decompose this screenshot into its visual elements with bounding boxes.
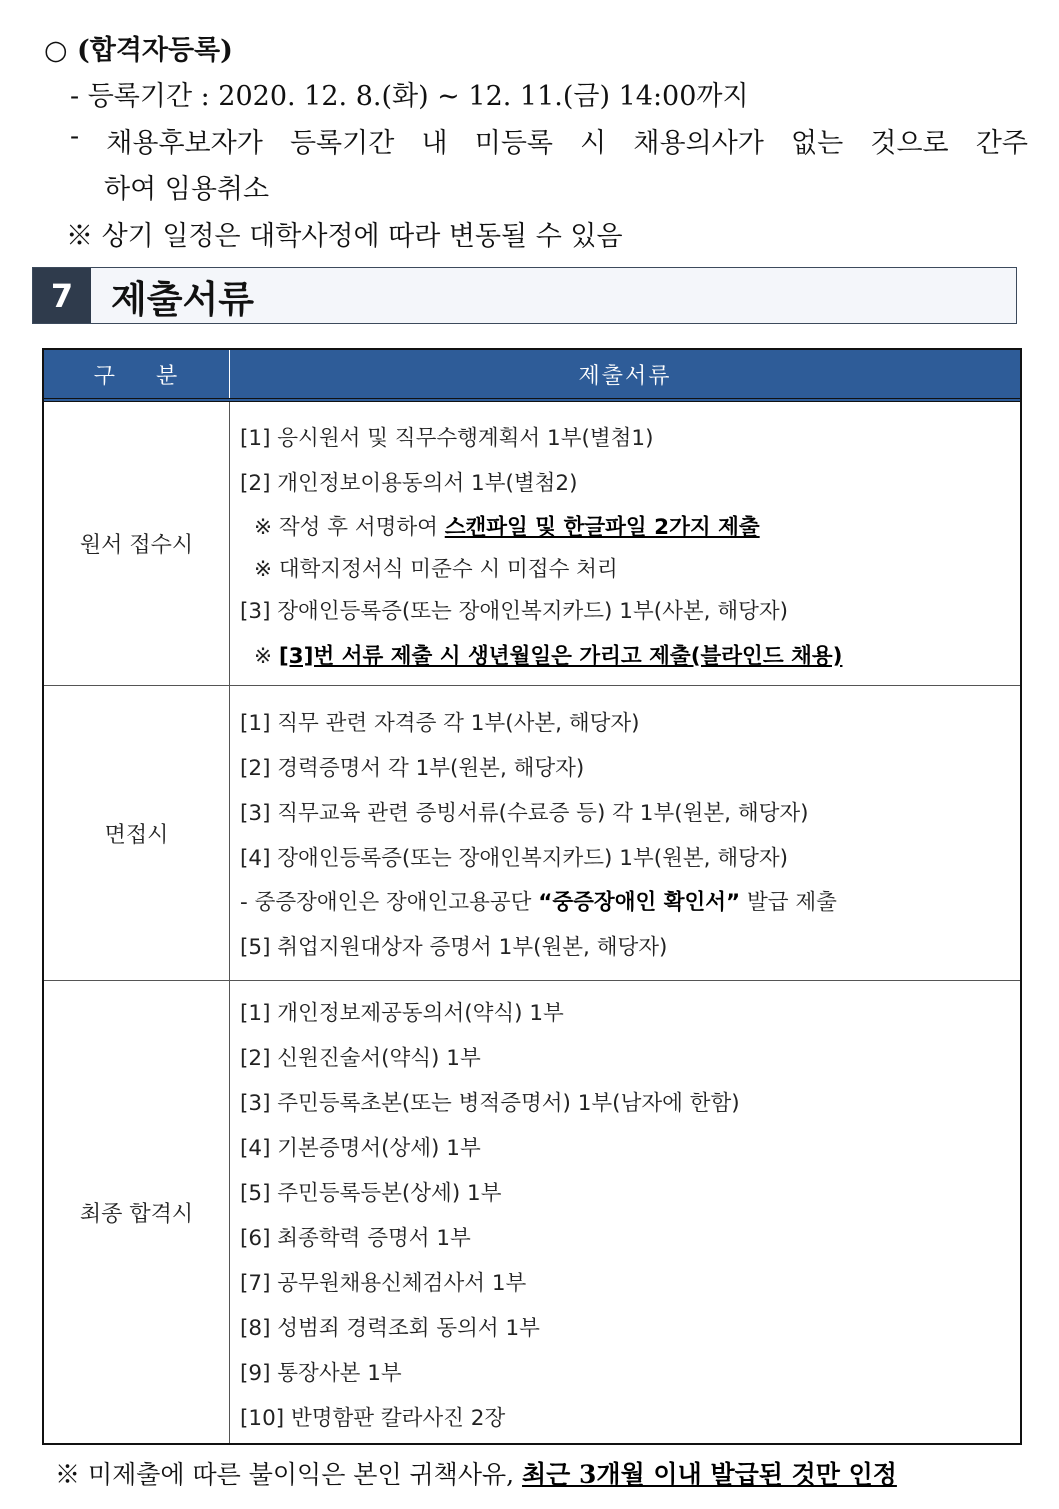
list-item: [2] 신원진술서(약식) 1부 (240, 1046, 481, 1071)
list-item: [8] 성범죄 경력조회 동의서 1부 (240, 1316, 540, 1341)
note-text: ※ (254, 644, 279, 669)
note-text: - 중증장애인은 장애인고용공단 (240, 890, 539, 915)
list-item: [7] 공무원채용신체검사서 1부 (240, 1271, 527, 1296)
list-item: [5] 취업지원대상자 증명서 1부(원본, 해당자) (240, 935, 668, 960)
list-item: [3] 주민등록초본(또는 병적증명서) 1부(남자에 한함) (240, 1091, 740, 1116)
registration-title: ○ (합격자등록) (44, 35, 233, 66)
list-note (254, 639, 842, 670)
section-title: 제출서류 (111, 277, 254, 321)
notice-word: 미등록 (474, 128, 553, 159)
list-item: [10] 반명함판 칼라사진 2장 (240, 1406, 506, 1431)
list-item: [6] 최종학력 증명서 1부 (240, 1226, 471, 1251)
list-item: [1] 응시원서 및 직무수행계획서 1부(별첨1) (240, 426, 654, 451)
note-text: 발급 제출 (740, 890, 837, 915)
header-category-label: 구 분 (93, 363, 180, 389)
list-item: [3] 장애인등록증(또는 장애인복지카드) 1부(사본, 해당자) (240, 599, 789, 624)
header-category (44, 350, 230, 398)
section-header (32, 267, 1017, 324)
schedule-note: ※ 상기 일정은 대학사정에 따라 변동될 수 있음 (66, 221, 623, 252)
registration-notice-line2: 하여 임용취소 (104, 174, 270, 205)
registration-period: - 등록기간 : 2020. 12. 8.(화) ~ 12. 11.(금) 14:00까지 (70, 81, 749, 112)
list-item: [5] 주민등록등본(상세) 1부 (240, 1181, 502, 1206)
list-item: [1] 개인정보제공동의서(약식) 1부 (240, 1001, 564, 1026)
section-number: 7 (33, 268, 91, 323)
list-item: [2] 개인정보이용동의서 1부(별첨2) (240, 471, 578, 496)
category-interview: 면접시 (44, 686, 230, 980)
notice-word: 없는 (791, 128, 844, 159)
notice-word: 시 (580, 128, 607, 159)
notice-word: - (70, 121, 80, 152)
notice-word: 간주 (975, 128, 1028, 159)
list-note (240, 885, 837, 916)
list-item: [9] 통장사본 1부 (240, 1361, 402, 1386)
list-item: [4] 기본증명서(상세) 1부 (240, 1136, 481, 1161)
table-row-application (44, 402, 1020, 686)
note-emphasis: [3]번 서류 제출 시 생년월일은 가리고 제출(블라인드 채용) (278, 644, 843, 669)
category-final: 최종 합격시 (44, 981, 230, 1443)
footer-note (55, 1455, 897, 1491)
list-note (254, 510, 760, 541)
list-note: ※ 대학지정서식 미준수 시 미접수 처리 (254, 557, 618, 582)
registration-notice-line1 (70, 121, 1028, 160)
notice-word: 채용후보자가 (106, 128, 263, 159)
table-row-final (44, 981, 1020, 1443)
table-header (44, 350, 1020, 402)
list-item: [3] 직무교육 관련 증빙서류(수료증 등) 각 1부(원본, 해당자) (240, 801, 809, 826)
list-item: [4] 장애인등록증(또는 장애인복지카드) 1부(원본, 해당자) (240, 846, 789, 871)
documents-table (42, 348, 1022, 1445)
table-row-interview (44, 686, 1020, 981)
notice-word: 등록기간 (289, 128, 395, 159)
list-item: [1] 직무 관련 자격증 각 1부(사본, 해당자) (240, 711, 640, 736)
header-documents: 제출서류 (578, 363, 672, 389)
category-application: 원서 접수시 (44, 402, 230, 685)
notice-word: 채용의사가 (633, 128, 764, 159)
footer-emphasis: 최근 3개월 이내 발급된 것만 인정 (522, 1460, 897, 1489)
note-emphasis: “중증장애인 확인서” (538, 890, 741, 915)
note-emphasis: 스캔파일 및 한글파일 2가지 제출 (444, 515, 760, 540)
footer-text: ※ 미제출에 따른 불이익은 본인 귀책사유, (55, 1460, 523, 1489)
notice-word: 내 (421, 128, 448, 159)
note-text: ※ 작성 후 서명하여 (254, 515, 445, 540)
list-item: [2] 경력증명서 각 1부(원본, 해당자) (240, 756, 585, 781)
notice-word: 것으로 (870, 128, 949, 159)
